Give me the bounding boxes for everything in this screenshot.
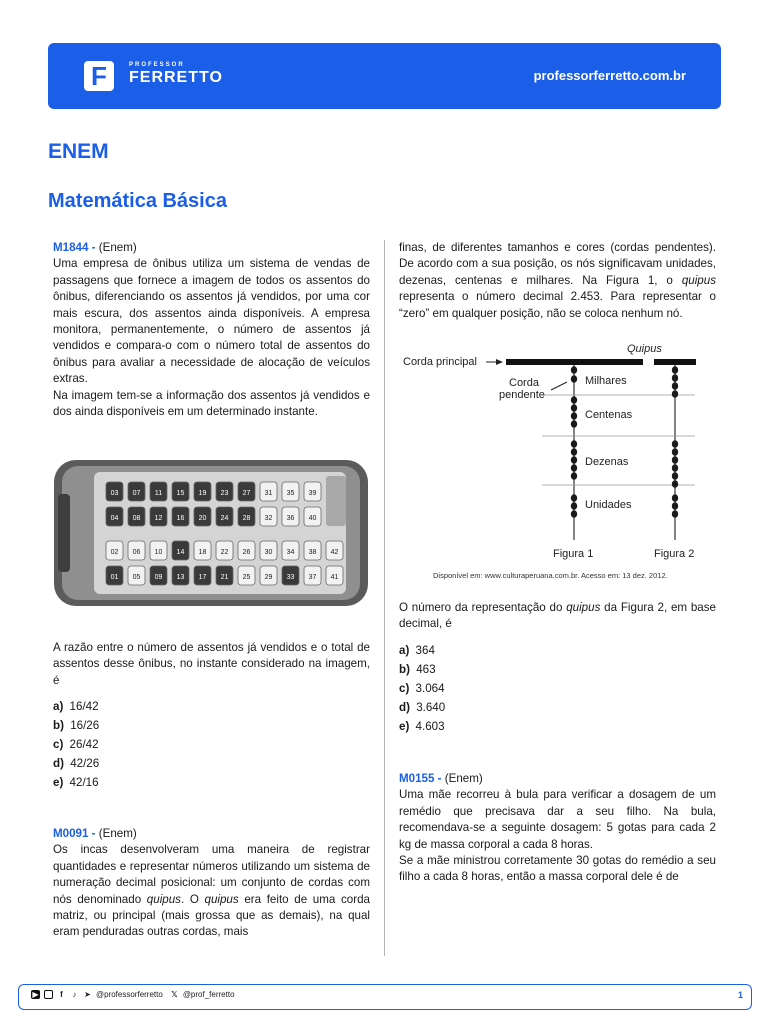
question-text: Os incas desenvolveram uma maneira de registrar quantidades e representar números utilizando um sistema de numeração decimal posicional: um conjunto de cordas com nós denominado quipus. O quipus era feito de uma corda matriz, ou principal (mais grossa que as demais), na qual eram penduradas outras cordas, mais [53, 843, 370, 939]
header-banner [48, 43, 721, 109]
knot [571, 375, 577, 383]
question-id: M0155 - [399, 772, 442, 785]
knot [672, 440, 678, 448]
seat-label: 20 [198, 515, 207, 522]
seat-label: 37 [308, 574, 317, 581]
option-b[interactable]: b) 463 [399, 663, 436, 676]
knot [672, 464, 678, 472]
seat-label: 32 [264, 515, 273, 522]
seat-label: 34 [286, 549, 295, 556]
logo-icon: F [84, 61, 114, 91]
seat-label: 41 [330, 574, 339, 581]
seat-label: 31 [264, 490, 273, 497]
seat-label: 26 [242, 549, 251, 556]
question-source: (Enem) [98, 827, 137, 840]
option-d[interactable]: d) 42/26 [53, 757, 100, 770]
main-cord-fig1 [506, 359, 643, 365]
label-figura1: Figura 1 [553, 548, 594, 560]
seat-label: 23 [220, 490, 229, 497]
knot [571, 404, 577, 412]
site-link[interactable]: professorferretto.com.br [533, 68, 686, 83]
instagram-icon[interactable] [44, 990, 53, 999]
seat-label: 42 [330, 549, 339, 556]
seat-label: 14 [176, 549, 185, 556]
main-cord-fig2 [654, 359, 696, 365]
seat-label: 33 [286, 574, 295, 581]
label-milhares: Milhares [585, 375, 627, 387]
option-b[interactable]: b) 16/26 [53, 719, 100, 732]
question-text: Uma empresa de ônibus utiliza um sistema de vendas de passagens que fornece a imagem de todos os assentos do ônibus, diferenciando os assentos já vendidos, por uma cor mais escura, dos assentos ainda disponíveis. A empresa monitora, permanentemente, o número de assentos já vendidos e compara-o com o número total de assentos do ônibus para avaliar a necessidade de alocação de veículos extras. [53, 257, 370, 386]
question-text: Uma mãe recorreu à bula para verificar a dosagem de um remédio que precisava dar a seu filho. Na bula, recomendava-se a seguinte dosagem: 5 gotas para cada 2 kg de massa corporal a cada 8 horas. [399, 788, 716, 851]
logo-name: FERRETTO [129, 69, 223, 86]
knot [571, 464, 577, 472]
option-c[interactable]: c) 3.064 [399, 682, 445, 695]
question-source: (Enem) [444, 772, 483, 785]
option-d[interactable]: d) 3.640 [399, 701, 446, 714]
question-m0091-prompt [399, 600, 716, 633]
label-pendente: pendente [499, 389, 545, 401]
quipus-figure [399, 340, 701, 586]
seat-label: 16 [176, 515, 185, 522]
seat-label: 40 [308, 515, 317, 522]
knot [571, 412, 577, 420]
seat-label: 13 [176, 574, 185, 581]
seat-label: 18 [198, 549, 207, 556]
seat-label: 25 [242, 574, 251, 581]
x-twitter-icon[interactable]: 𝕏 [171, 990, 178, 999]
seat-label: 03 [110, 490, 119, 497]
facebook-icon[interactable]: f [60, 990, 63, 999]
knot [672, 366, 678, 374]
option-a[interactable]: a) 364 [399, 644, 435, 657]
knot [672, 510, 678, 518]
footer-bar [18, 984, 752, 1010]
bus-rear-area [326, 476, 346, 526]
figure-source: Disponível em: www.culturaperuana.com.br. Acesso em: 13 dez. 2012. [433, 571, 668, 580]
knot [571, 366, 577, 374]
question-text: O número da representação do quipus da Figura 2, em base decimal, é [399, 601, 716, 631]
option-e[interactable]: e) 42/16 [53, 776, 99, 789]
seat-label: 17 [198, 574, 207, 581]
seat-label: 38 [308, 549, 317, 556]
seat-label: 06 [132, 549, 141, 556]
seat-label: 21 [220, 574, 229, 581]
seat-label: 08 [132, 515, 141, 522]
logo-subtitle: PROFESSOR [129, 62, 185, 68]
options-m0091 [399, 641, 716, 736]
knot [571, 494, 577, 502]
page-number: 1 [737, 990, 743, 1000]
seat-label: 07 [132, 490, 141, 497]
seat-label: 39 [308, 490, 317, 497]
telegram-icon[interactable]: ➤ [84, 990, 91, 999]
seat-label: 02 [110, 549, 119, 556]
seat-label: 36 [286, 515, 295, 522]
label-quipus: Quipus [627, 343, 662, 355]
knot [672, 382, 678, 390]
knot [571, 510, 577, 518]
question-text: Se a mãe ministrou corretamente 30 gotas do remédio a seu filho a cada 8 horas, então a massa corporal dele é de [399, 854, 716, 884]
seat-label: 15 [176, 490, 185, 497]
knot [672, 448, 678, 456]
seat-label: 27 [242, 490, 251, 497]
seat-label: 05 [132, 574, 141, 581]
knot [672, 502, 678, 510]
label-centenas: Centenas [585, 409, 633, 421]
bus-windshield [58, 494, 70, 572]
social-handle: @professorferretto [96, 990, 163, 999]
knot [571, 396, 577, 404]
question-m0091 [53, 826, 370, 941]
option-a[interactable]: a) 16/42 [53, 700, 99, 713]
question-m0155 [399, 771, 716, 886]
option-e[interactable]: e) 4.603 [399, 720, 445, 733]
label-corda: Corda [509, 377, 539, 389]
seat-label: 22 [220, 549, 229, 556]
label-unidades: Unidades [585, 499, 632, 511]
youtube-icon[interactable]: ▶ [32, 990, 39, 999]
seat-label: 24 [220, 515, 229, 522]
seat-label: 12 [154, 515, 163, 522]
seat-label: 19 [198, 490, 207, 497]
question-text: finas, de diferentes tamanhos e cores (cordas pendentes). De acordo com a sua posição, os nós significavam unidades, dezenas, centenas e milhares. Na Figura 1, o quipus representa o número decimal 2.453. Para representar o “zero” em qualquer posição, não se coloca nenhum nó. [399, 241, 716, 320]
seat-label: 35 [286, 490, 295, 497]
seat-label: 11 [154, 490, 163, 497]
question-m0091-continued [399, 240, 716, 322]
knot [571, 472, 577, 480]
pointer-line [551, 382, 567, 390]
question-id: M1844 - [53, 241, 96, 254]
subject-title: Matemática Básica [48, 190, 227, 212]
label-dezenas: Dezenas [585, 456, 629, 468]
label-figura2: Figura 2 [654, 548, 695, 560]
seat-label: 09 [154, 574, 163, 581]
question-id: M0091 - [53, 827, 96, 840]
label-corda-principal: Corda principal [403, 356, 477, 368]
question-m1844-prompt [53, 640, 370, 689]
question-text: Na imagem tem-se a informação dos assentos já vendidos e dos ainda disponíveis em um determinado instante. [53, 388, 370, 419]
social-handle: @prof_ferretto [182, 990, 235, 999]
seat-label: 30 [264, 549, 273, 556]
knot [571, 502, 577, 510]
column-divider [384, 240, 385, 956]
knot [672, 390, 678, 398]
knot [571, 448, 577, 456]
question-m1844 [53, 240, 370, 420]
seat-label: 28 [242, 515, 251, 522]
seat-label: 10 [154, 549, 163, 556]
knot [672, 494, 678, 502]
knot [571, 440, 577, 448]
option-c[interactable]: c) 26/42 [53, 738, 99, 751]
tiktok-icon[interactable]: ♪ [72, 990, 77, 999]
knot [672, 456, 678, 464]
seat-label: 04 [110, 515, 119, 522]
question-text: A razão entre o número de assentos já vendidos e o total de assentos desse ônibus, no instante considerado na imagem, é [53, 641, 370, 687]
knot [672, 374, 678, 382]
arrow-head [496, 359, 503, 365]
knot [672, 472, 678, 480]
knot [672, 480, 678, 488]
social-links [31, 990, 235, 999]
seat-label: 01 [110, 574, 119, 581]
knot [571, 456, 577, 464]
page-title: ENEM [48, 140, 109, 163]
options-m1844 [53, 697, 370, 792]
knot [571, 420, 577, 428]
question-source: (Enem) [98, 241, 137, 254]
seat-label: 29 [264, 574, 273, 581]
bus-seat-map [52, 458, 370, 608]
